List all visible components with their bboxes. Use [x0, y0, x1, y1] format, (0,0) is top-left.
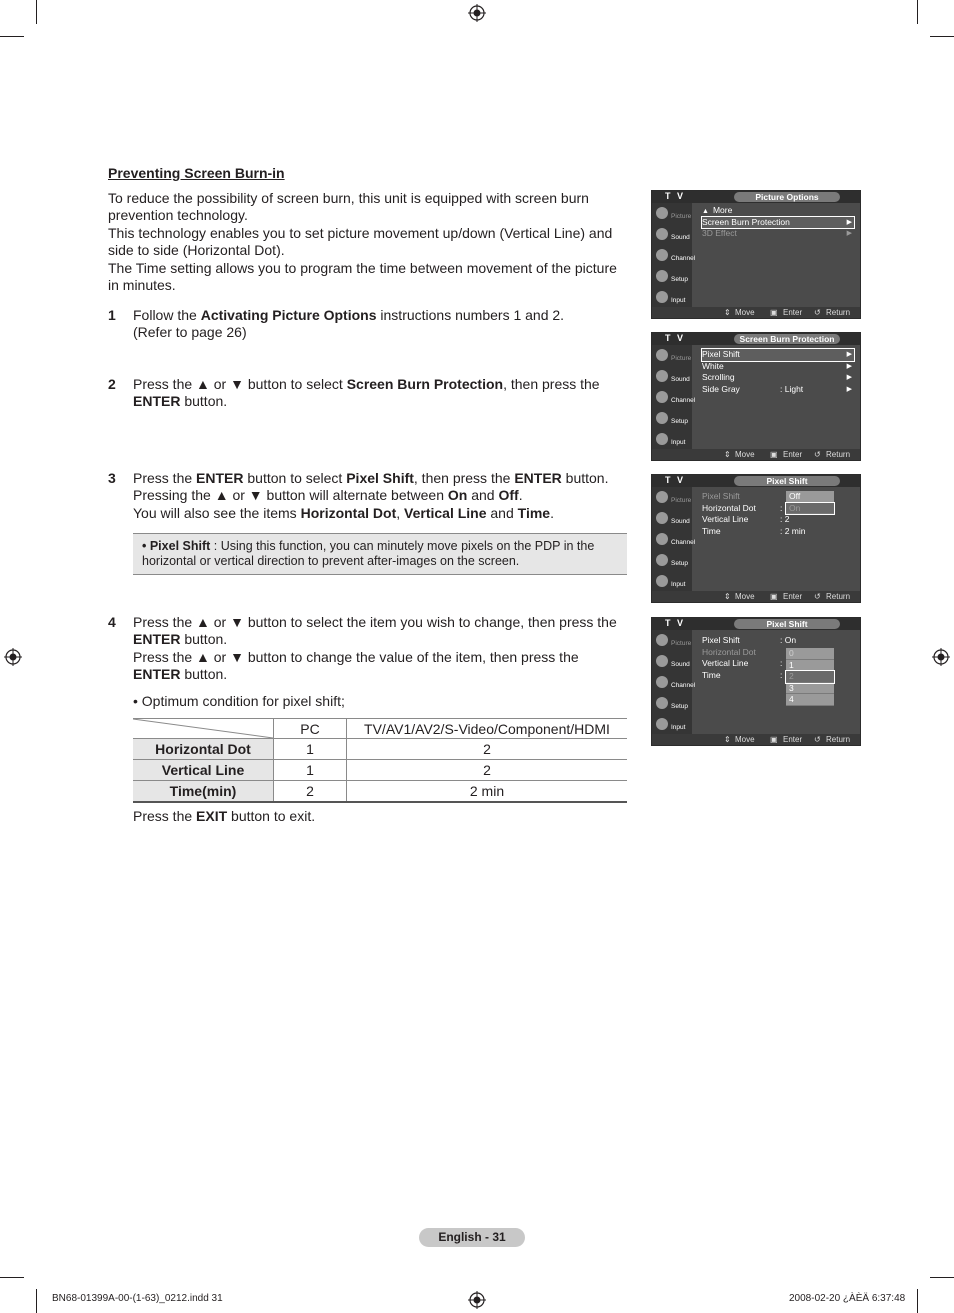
intro-text: [108, 190, 628, 294]
footer-label: Enter: [783, 450, 803, 459]
sidebar-label: Sound: [671, 661, 690, 668]
osd-footer: [652, 734, 860, 745]
step-number: 3: [108, 470, 116, 486]
step-keyword: Pixel Shift: [346, 470, 414, 486]
channel-icon: [656, 676, 668, 688]
enter-icon: ▣: [770, 592, 778, 601]
sidebar-label: Picture: [671, 213, 692, 220]
osd-sidebar: [652, 203, 696, 307]
table-cell: 1: [274, 760, 347, 781]
input-icon: [656, 575, 668, 587]
dropdown-option: 1: [786, 660, 834, 672]
step-keyword: ENTER: [133, 666, 181, 683]
osd-footer: [652, 449, 860, 460]
sidebar-label: Channel: [671, 682, 696, 689]
file-slug: BN68-01399A-00-(1-63)_0212.indd 31: [52, 1293, 223, 1304]
step-text: button to exit.: [227, 808, 316, 824]
crop-mark: [930, 36, 954, 37]
step-number: 2: [108, 376, 116, 392]
footer-label: Move: [735, 735, 755, 744]
sidebar-label: Channel: [671, 539, 696, 546]
sidebar-label: Channel: [671, 397, 696, 404]
step-text: Press the ▲ or ▼ button to select: [133, 376, 347, 392]
step-keyword: Screen Burn Protection: [346, 376, 504, 392]
table-cell: 1: [274, 739, 347, 760]
step-text: and: [467, 487, 499, 504]
note-text: : Using this function, you can minutely move pixels on the PDP in the horizontal or vertical direction to prevent after-images on the screen.: [142, 539, 595, 568]
step-keyword: ENTER: [196, 470, 244, 486]
osd-sidebar: [652, 487, 696, 591]
osd-title: Pixel Shift: [734, 619, 840, 629]
menu-item-value: : 2: [780, 514, 790, 524]
right-arrow-icon: ▶: [846, 230, 852, 237]
sidebar-label: Picture: [671, 355, 692, 362]
menu-item-label: 3D Effect: [702, 228, 737, 238]
input-icon: [656, 291, 668, 303]
menu-item-value: : On: [780, 635, 797, 645]
table-cell: 2: [274, 781, 347, 803]
sidebar-label: Picture: [671, 640, 692, 647]
crop-mark: [0, 36, 24, 37]
step-text: , then press the: [413, 470, 515, 486]
menu-item-label: Vertical Line: [702, 514, 749, 524]
step-text: and: [486, 504, 518, 521]
page-number-badge: English - 31: [419, 1228, 525, 1247]
move-icon: ⇕: [724, 450, 731, 459]
picture-icon: [656, 207, 668, 219]
input-icon: [656, 718, 668, 730]
menu-item-label: Horizontal Dot: [702, 502, 756, 513]
crop-mark: [36, 1289, 37, 1313]
menu-item: [702, 514, 854, 526]
footer-label: Enter: [783, 735, 803, 744]
step-text: Press the ▲ or ▼ button to change the value of the item, then press the: [133, 648, 579, 665]
sidebar-label: Setup: [671, 560, 688, 567]
intro-paragraph: The Time setting allows you to program the time between movement of the picture in minutes.: [108, 259, 617, 294]
step-text: button.: [561, 470, 609, 486]
osd-title: Screen Burn Protection: [734, 334, 840, 344]
step-keyword: ENTER: [514, 470, 562, 486]
table-header: TV/AV1/AV2/S-Video/Component/HDMI: [347, 719, 628, 739]
step-text: button to select: [243, 470, 347, 486]
intro-paragraph: This technology enables you to set picture movement up/down (Vertical Line) and side to side (Horizontal Dot).: [108, 224, 613, 259]
channel-icon: [656, 533, 668, 545]
registration-mark-icon: [468, 4, 486, 22]
enter-icon: ▣: [770, 308, 778, 317]
table-header: PC: [274, 719, 347, 739]
sidebar-label: Sound: [671, 376, 690, 383]
step-4: [108, 614, 628, 710]
step-number: 1: [108, 307, 116, 323]
sidebar-label: Input: [671, 581, 686, 588]
osd-menu: [702, 349, 854, 395]
menu-item-label: Pixel Shift: [702, 491, 740, 501]
menu-item-label: White: [702, 360, 724, 371]
channel-icon: [656, 249, 668, 261]
dropdown-option: Off: [786, 491, 834, 503]
osd-screen-burn-protection: [651, 332, 861, 461]
menu-item-label: Screen Burn Protection: [702, 216, 790, 227]
setup-icon: [656, 412, 668, 424]
sidebar-label: Sound: [671, 234, 690, 241]
channel-icon: [656, 391, 668, 403]
right-arrow-icon: ▶: [846, 374, 852, 381]
registration-mark-icon: [932, 648, 950, 666]
step-keyword: ENTER: [133, 393, 181, 410]
menu-item-selected: [702, 349, 854, 361]
sidebar-label: Input: [671, 297, 686, 304]
osd-dropdown: [786, 491, 834, 514]
menu-item-value: :: [780, 502, 783, 513]
menu-item-label: Time: [702, 525, 721, 536]
step-number: 4: [108, 614, 116, 630]
footer-label: Move: [735, 450, 755, 459]
osd-dropdown: [786, 648, 834, 706]
enter-icon: ▣: [770, 735, 778, 744]
sound-icon: [656, 370, 668, 382]
return-icon: ↺: [814, 735, 821, 744]
crop-mark: [36, 0, 37, 24]
step-text: • Optimum condition for pixel shift;: [133, 692, 345, 709]
osd-pixel-shift-values: [651, 617, 861, 746]
step-text: ,: [396, 504, 405, 521]
step-text: Follow the: [133, 307, 201, 323]
step-keyword: Activating Picture Options: [200, 307, 377, 323]
dropdown-option-selected: On: [786, 503, 834, 515]
step-keyword: On: [447, 487, 468, 504]
return-icon: ↺: [814, 450, 821, 459]
dropdown-option: 3: [786, 683, 834, 695]
menu-item: [702, 361, 854, 373]
step-keyword: Off: [498, 487, 519, 504]
dropdown-option: 0: [786, 648, 834, 660]
footer-label: Move: [735, 592, 755, 601]
step-text: Press the ▲ or ▼ button to select the item you wish to change, then press the: [133, 614, 617, 630]
osd-pixel-shift-toggle: [651, 474, 861, 603]
table-corner: [133, 719, 274, 739]
menu-item: [702, 228, 854, 240]
table-cell: 2 min: [347, 781, 628, 803]
osd-tv-label: T V: [665, 333, 686, 343]
osd-tv-label: T V: [665, 475, 686, 485]
picture-icon: [656, 349, 668, 361]
right-arrow-icon: ▶: [846, 362, 852, 370]
step-text: , then press the: [503, 376, 600, 392]
table-row: [133, 739, 627, 760]
osd-footer: [652, 307, 860, 318]
footer-label: Return: [826, 450, 851, 459]
step-keyword: Vertical Line: [404, 504, 487, 521]
move-icon: ⇕: [724, 592, 731, 601]
input-icon: [656, 433, 668, 445]
sidebar-label: Setup: [671, 276, 688, 283]
step-keyword: EXIT: [196, 808, 228, 824]
return-icon: ↺: [814, 592, 821, 601]
step-text: button.: [180, 631, 228, 648]
menu-item: [702, 372, 854, 384]
menu-item-selected: [702, 217, 854, 229]
step-3: [108, 470, 633, 522]
print-timestamp: 2008-02-20 ¿ÀÈÄ 6:37:48: [789, 1293, 906, 1304]
exit-instruction: [108, 808, 633, 825]
footer-label: Enter: [783, 308, 803, 317]
menu-item-label: Pixel Shift: [702, 349, 740, 359]
move-icon: ⇕: [724, 735, 731, 744]
footer-label: Return: [826, 592, 851, 601]
step-text: Pressing the ▲ or ▼ button will alternate between: [133, 487, 448, 504]
sidebar-label: Channel: [671, 255, 696, 262]
menu-item-value: :: [780, 658, 783, 668]
footer-label: Return: [826, 735, 851, 744]
menu-item: [702, 205, 854, 217]
setup-icon: [656, 697, 668, 709]
pixel-shift-table: [133, 718, 627, 803]
right-arrow-icon: ▶: [846, 385, 852, 393]
table-cell: 2: [347, 760, 628, 781]
step-2: [108, 376, 608, 411]
return-icon: ↺: [814, 308, 821, 317]
crop-mark: [930, 1277, 954, 1278]
setup-icon: [656, 270, 668, 282]
registration-mark-icon: [468, 1291, 486, 1309]
footer-label: Return: [826, 308, 851, 317]
crop-mark: [917, 1289, 918, 1313]
step-text: button.: [180, 393, 228, 410]
step-text: Press the: [133, 470, 197, 486]
menu-item-label: Horizontal Dot: [702, 646, 756, 657]
step-text: You will also see the items: [133, 504, 301, 521]
menu-item: [702, 526, 854, 538]
step-keyword: Horizontal Dot: [300, 504, 397, 521]
step-text: button.: [180, 666, 228, 683]
table-row: [133, 781, 627, 803]
osd-sidebar: [652, 345, 696, 449]
menu-item-label: Scrolling: [702, 372, 735, 382]
osd-picture-options: [651, 190, 861, 319]
row-label: Time(min): [133, 781, 274, 803]
registration-mark-icon: [4, 648, 22, 666]
menu-item-label: Pixel Shift: [702, 635, 740, 645]
step-keyword: Time: [517, 504, 551, 521]
crop-mark: [917, 0, 918, 24]
sidebar-label: Input: [671, 724, 686, 731]
right-arrow-icon: ▶: [846, 351, 852, 358]
move-icon: ⇕: [724, 308, 731, 317]
sound-icon: [656, 655, 668, 667]
osd-sidebar: [652, 630, 696, 734]
menu-item-value: : 2 min: [780, 525, 806, 536]
row-label: Horizontal Dot: [133, 739, 274, 760]
menu-item-value: :: [780, 669, 783, 680]
step-text: .: [550, 504, 554, 521]
step-keyword: ENTER: [133, 631, 181, 648]
osd-title: Picture Options: [734, 192, 840, 202]
step-text: Press the: [133, 808, 197, 824]
row-label: Vertical Line: [133, 760, 274, 781]
menu-item-label: Side Gray: [702, 383, 740, 394]
osd-tv-label: T V: [665, 618, 686, 628]
note-label: • Pixel Shift: [142, 539, 211, 553]
step-text: instructions numbers 1 and 2.: [376, 307, 565, 323]
menu-item-label: More: [712, 205, 733, 215]
osd-title: Pixel Shift: [734, 476, 840, 486]
picture-icon: [656, 634, 668, 646]
table-cell: 2: [347, 739, 628, 760]
setup-icon: [656, 554, 668, 566]
sidebar-label: Picture: [671, 497, 692, 504]
sidebar-label: Sound: [671, 518, 690, 525]
step-1: [108, 307, 633, 342]
intro-paragraph: To reduce the possibility of screen burn, this unit is equipped with screen burn prevention technology.: [108, 190, 589, 224]
sidebar-label: Setup: [671, 703, 688, 710]
right-arrow-icon: ▶: [846, 218, 852, 226]
picture-icon: [656, 491, 668, 503]
sound-icon: [656, 228, 668, 240]
step-text: .: [518, 487, 523, 504]
note-box: [133, 533, 627, 575]
step-text: (Refer to page 26): [133, 324, 247, 341]
dropdown-option: 4: [786, 694, 834, 706]
menu-item: [702, 635, 854, 647]
sidebar-label: Input: [671, 439, 686, 446]
footer-label: Move: [735, 308, 755, 317]
osd-footer: [652, 591, 860, 602]
table-row: [133, 760, 627, 781]
up-arrow-icon: ▲: [702, 208, 709, 215]
menu-item-value: : Light: [780, 383, 804, 394]
dropdown-option-selected: 2: [786, 671, 834, 683]
section-title: Preventing Screen Burn-in: [108, 165, 285, 181]
footer-label: Enter: [783, 592, 803, 601]
osd-tv-label: T V: [665, 191, 686, 201]
menu-item: [702, 384, 854, 396]
menu-item-label: Time: [702, 669, 721, 680]
sidebar-label: Setup: [671, 418, 688, 425]
osd-menu: [702, 205, 854, 240]
crop-mark: [0, 1277, 24, 1278]
menu-item-label: Vertical Line: [702, 658, 749, 668]
sound-icon: [656, 512, 668, 524]
enter-icon: ▣: [770, 450, 778, 459]
